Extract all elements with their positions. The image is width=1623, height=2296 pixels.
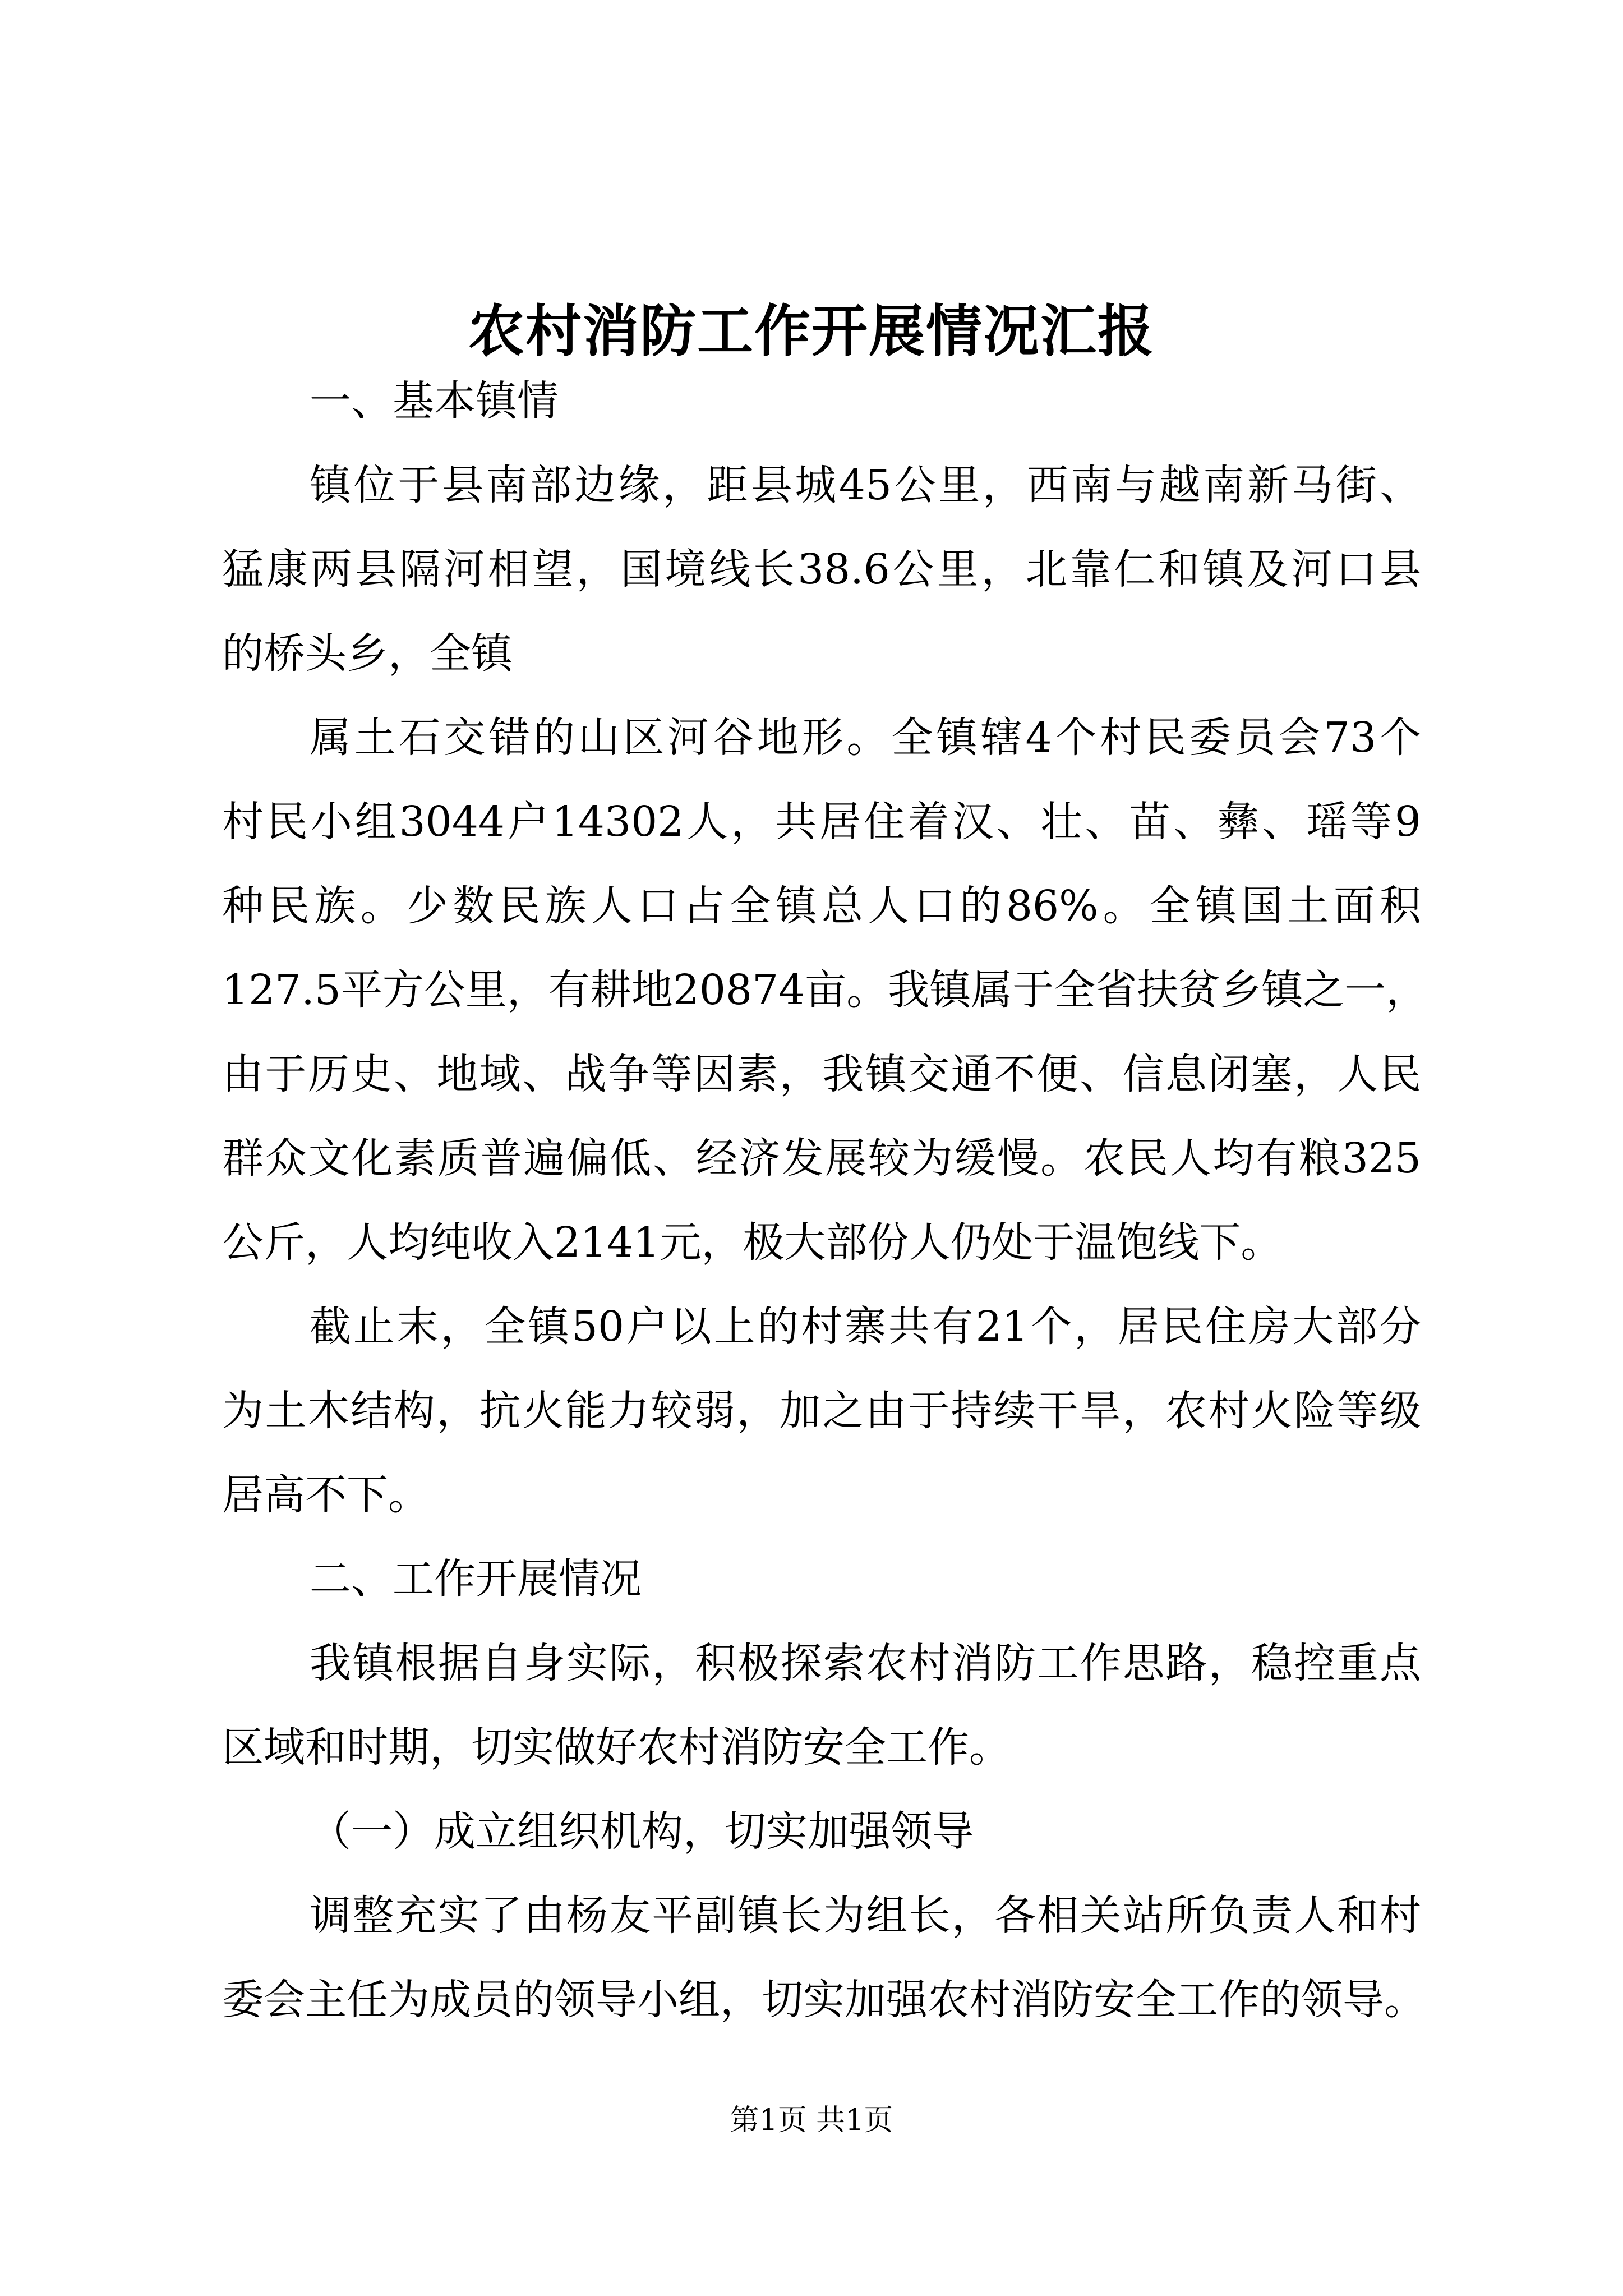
- paragraph-line: 截止末，全镇50户以上的村寨共有21个，居民住房大部分: [310, 1303, 1421, 1351]
- paragraph-line: 委会主任为成员的领导小组，切实加强农村消防安全工作的领导。: [222, 1976, 1426, 2024]
- paragraph-line: 由于历史、地域、战争等因素，我镇交通不便、信息闭塞，人民: [222, 1050, 1421, 1098]
- subsection-heading: （一）成立组织机构，切实加强领导: [310, 1807, 974, 1856]
- paragraph-line: 群众文化素质普遍偏低、经济发展较为缓慢。农民人均有粮325: [222, 1134, 1421, 1182]
- paragraph-line: 我镇根据自身实际，积极探索农村消防工作思路，稳控重点: [310, 1639, 1421, 1687]
- section-heading: 一、基本镇情: [310, 377, 559, 425]
- paragraph-line: 为土木结构，抗火能力较弱，加之由于持续干旱，农村火险等级: [222, 1387, 1421, 1435]
- paragraph-line: 居高不下。: [222, 1471, 430, 1519]
- paragraph-line: 猛康两县隔河相望，国境线长38.6公里，北靠仁和镇及河口县: [222, 545, 1421, 593]
- document-title: 农村消防工作开展情况汇报: [468, 298, 1155, 364]
- page-footer: 第1页 共1页: [730, 2104, 893, 2137]
- paragraph-line: 区域和时期，切实做好农村消防安全工作。: [222, 1723, 1011, 1772]
- paragraph-line: 的桥头乡，全镇: [222, 629, 513, 678]
- paragraph-line: 调整充实了由杨友平副镇长为组长，各相关站所负责人和村: [310, 1892, 1421, 1940]
- paragraph-line: 属土石交错的山区河谷地形。全镇辖4个村民委员会73个: [310, 714, 1421, 762]
- paragraph-line: 种民族。少数民族人口占全镇总人口的86%。全镇国土面积: [222, 882, 1421, 930]
- paragraph-line: 村民小组3044户14302人，共居住着汉、壮、苗、彝、瑶等9: [222, 798, 1421, 846]
- section-heading: 二、工作开展情况: [310, 1555, 642, 1603]
- paragraph-line: 公斤，人均纯收入2141元，极大部份人仍处于温饱线下。: [222, 1218, 1283, 1267]
- paragraph-line: 127.5平方公里，有耕地20874亩。我镇属于全省扶贫乡镇之一，: [222, 966, 1428, 1014]
- paragraph-line: 镇位于县南部边缘，距县城45公里，西南与越南新马街、: [310, 461, 1421, 509]
